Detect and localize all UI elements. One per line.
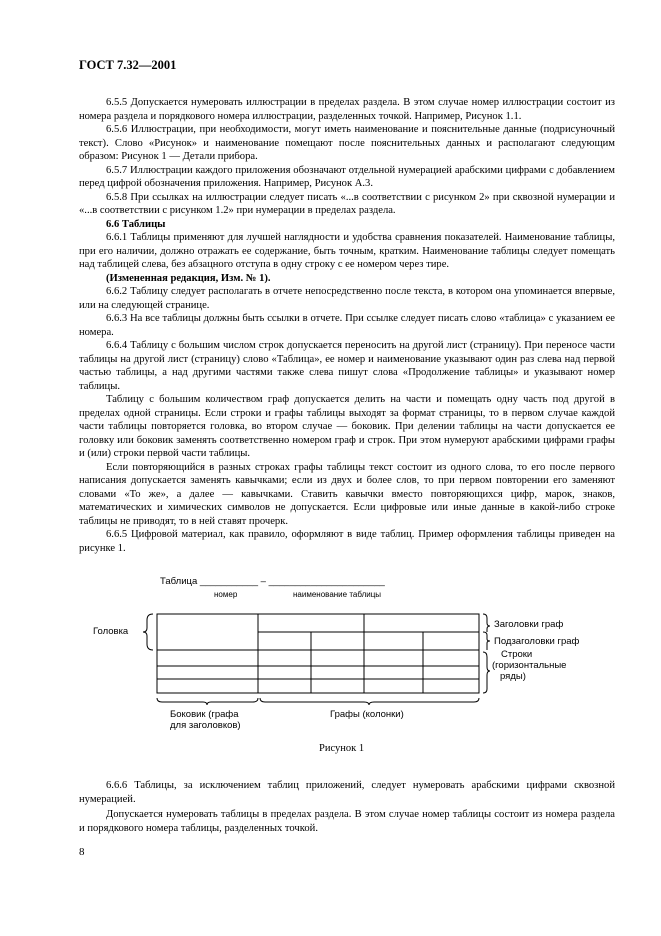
- bottom-text: [79, 779, 615, 837]
- golovka-label: Головка: [93, 626, 129, 637]
- column-subheaders-label: Подзаголовки граф: [494, 636, 580, 647]
- column-headers-brace: [483, 614, 490, 632]
- name-label: наименование таблицы: [293, 590, 382, 599]
- paragraph-6-6-1: 6.6.1 Таблицы применяют для лучшей наглядности и удобства сравнения показателей. Наименование таблицы, при его наличии, должно отражать ее содержание, быть точным, кратким. Наименование таблицы следует помещать над таблицей слева, без абзацного отступа в одну строку с ее номером через тире.: [79, 232, 615, 270]
- paragraph-6-5-7: 6.5.7 Иллюстрации каждого приложения обозначают отдельной нумерацией арабскими цифрами с добавлением перед цифрой обозначения приложения. Например, Рисунок А.3.: [79, 164, 615, 189]
- bokovik-label: Боковик (графа: [170, 709, 239, 720]
- bokovik-label-2: для заголовков): [170, 720, 241, 731]
- section-heading-6-6: 6.6 Таблицы: [106, 218, 166, 230]
- golovka-brace: [143, 614, 153, 650]
- rows-brace: [483, 652, 490, 693]
- column-headers-label: Заголовки граф: [494, 619, 564, 630]
- paragraph-6-5-8: 6.5.8 При ссылках на иллюстрации следует писать «...в соответствии с рисунком 2» при сквозной нумерации и «...в соответствии с рисунком 1.2» при нумерации в пределах раздела.: [79, 191, 615, 216]
- grafy-label: Графы (колонки): [330, 709, 404, 720]
- rows-label: Строки: [501, 649, 533, 660]
- paragraph-6-6-5: 6.6.5 Цифровой материал, как правило, оформляют в виде таблиц. Пример оформления таблицы приведен на рисунке 1.: [79, 529, 615, 554]
- paragraph-6-5-6: 6.5.6 Иллюстрации, при необходимости, могут иметь наименование и пояснительные данные (подрисуночный текст). Слово «Рисунок» и наименование помещают после пояснительных данных и располагают следующим образом: Рисунок 1 — Детали прибора.: [79, 124, 615, 162]
- paragraph-quotes: Если повторяющийся в разных строках графы таблицы текст состоит из одного слова, то его после первого написания допускается заменять кавычками; если из двух и более слов, то при первом повторении его заменяют словами «То же», а далее — кавычками. Ставить кавычки вместо повторяющихся цифр, марок, знаков, математических и химических символов не допускается. Если цифровые или иные данные в какой-либо строке таблицы не приводят, то в ней ставят прочерк.: [79, 461, 615, 527]
- paragraph-6-6-3: 6.6.3 На все таблицы должны быть ссылки в отчете. При ссылке следует писать слово «таблица» с указанием ее номера.: [79, 313, 615, 338]
- rows-note-label: (горизонтальные: [492, 660, 567, 671]
- paragraph-section-numbering: Допускается нумеровать таблицы в пределах раздела. В этом случае номер таблицы состоит из номера раздела и порядкового номера таблицы, разделенных точкой.: [79, 809, 615, 834]
- amendment-note: (Измененная редакция, Изм. № 1).: [106, 272, 271, 284]
- number-label: номер: [214, 590, 238, 599]
- page-number: 8: [79, 846, 85, 858]
- table-outline: [157, 614, 479, 693]
- paragraph-6-6-4: 6.6.4 Таблицу с большим числом строк допускается переносить на другой лист (страницу). При переносе части таблицы на другой лист (страницу) слово «Таблица», ее номер и наименование указывают один раз слева над первой частью таблицы, а над другими частями также слева пишут слова «Продолжение таблицы» и указывают номер таблицы.: [79, 340, 615, 392]
- grafy-brace: [260, 698, 479, 705]
- subheaders-brace: [483, 632, 490, 650]
- figure-caption: Рисунок 1: [319, 743, 365, 754]
- paragraph-columns: Таблицу с большим количеством граф допускается делить на части и помещать одну часть под другой в пределах одной страницы. Если строки и графы таблицы выходят за формат страницы, то в первом случае каждой части таблицы повторяется головка, во втором случае — боковик. При делении таблицы на части допускается ее головку или боковик заменять соответственно номером граф и строк. При этом нумеруют арабскими цифрами графы и (или) строки первой части таблицы.: [79, 394, 615, 459]
- paragraph-6-6-2: 6.6.2 Таблицу следует располагать в отчете непосредственно после текста, в котором она упоминается впервые, или на следующей странице.: [79, 286, 615, 311]
- figure-table-layout: [0, 564, 661, 764]
- paragraph-6-5-5: 6.5.5 Допускается нумеровать иллюстрации в пределах раздела. В этом случае номер иллюстрации состоит из номера раздела и порядкового номера иллюстрации, разделенных точкой. Например, Рисунок 1.1.: [79, 97, 615, 122]
- page-header: ГОСТ 7.32—2001: [79, 58, 177, 72]
- body-text: [79, 96, 615, 555]
- rows-note-label-2: ряды): [500, 671, 526, 682]
- bokovik-brace: [157, 698, 258, 705]
- table-title-label: Таблица ___________ – ______________________: [160, 576, 385, 587]
- paragraph-6-6-6: 6.6.6 Таблицы, за исключением таблиц приложений, следует нумеровать арабскими цифрами сквозной нумерацией.: [79, 780, 615, 805]
